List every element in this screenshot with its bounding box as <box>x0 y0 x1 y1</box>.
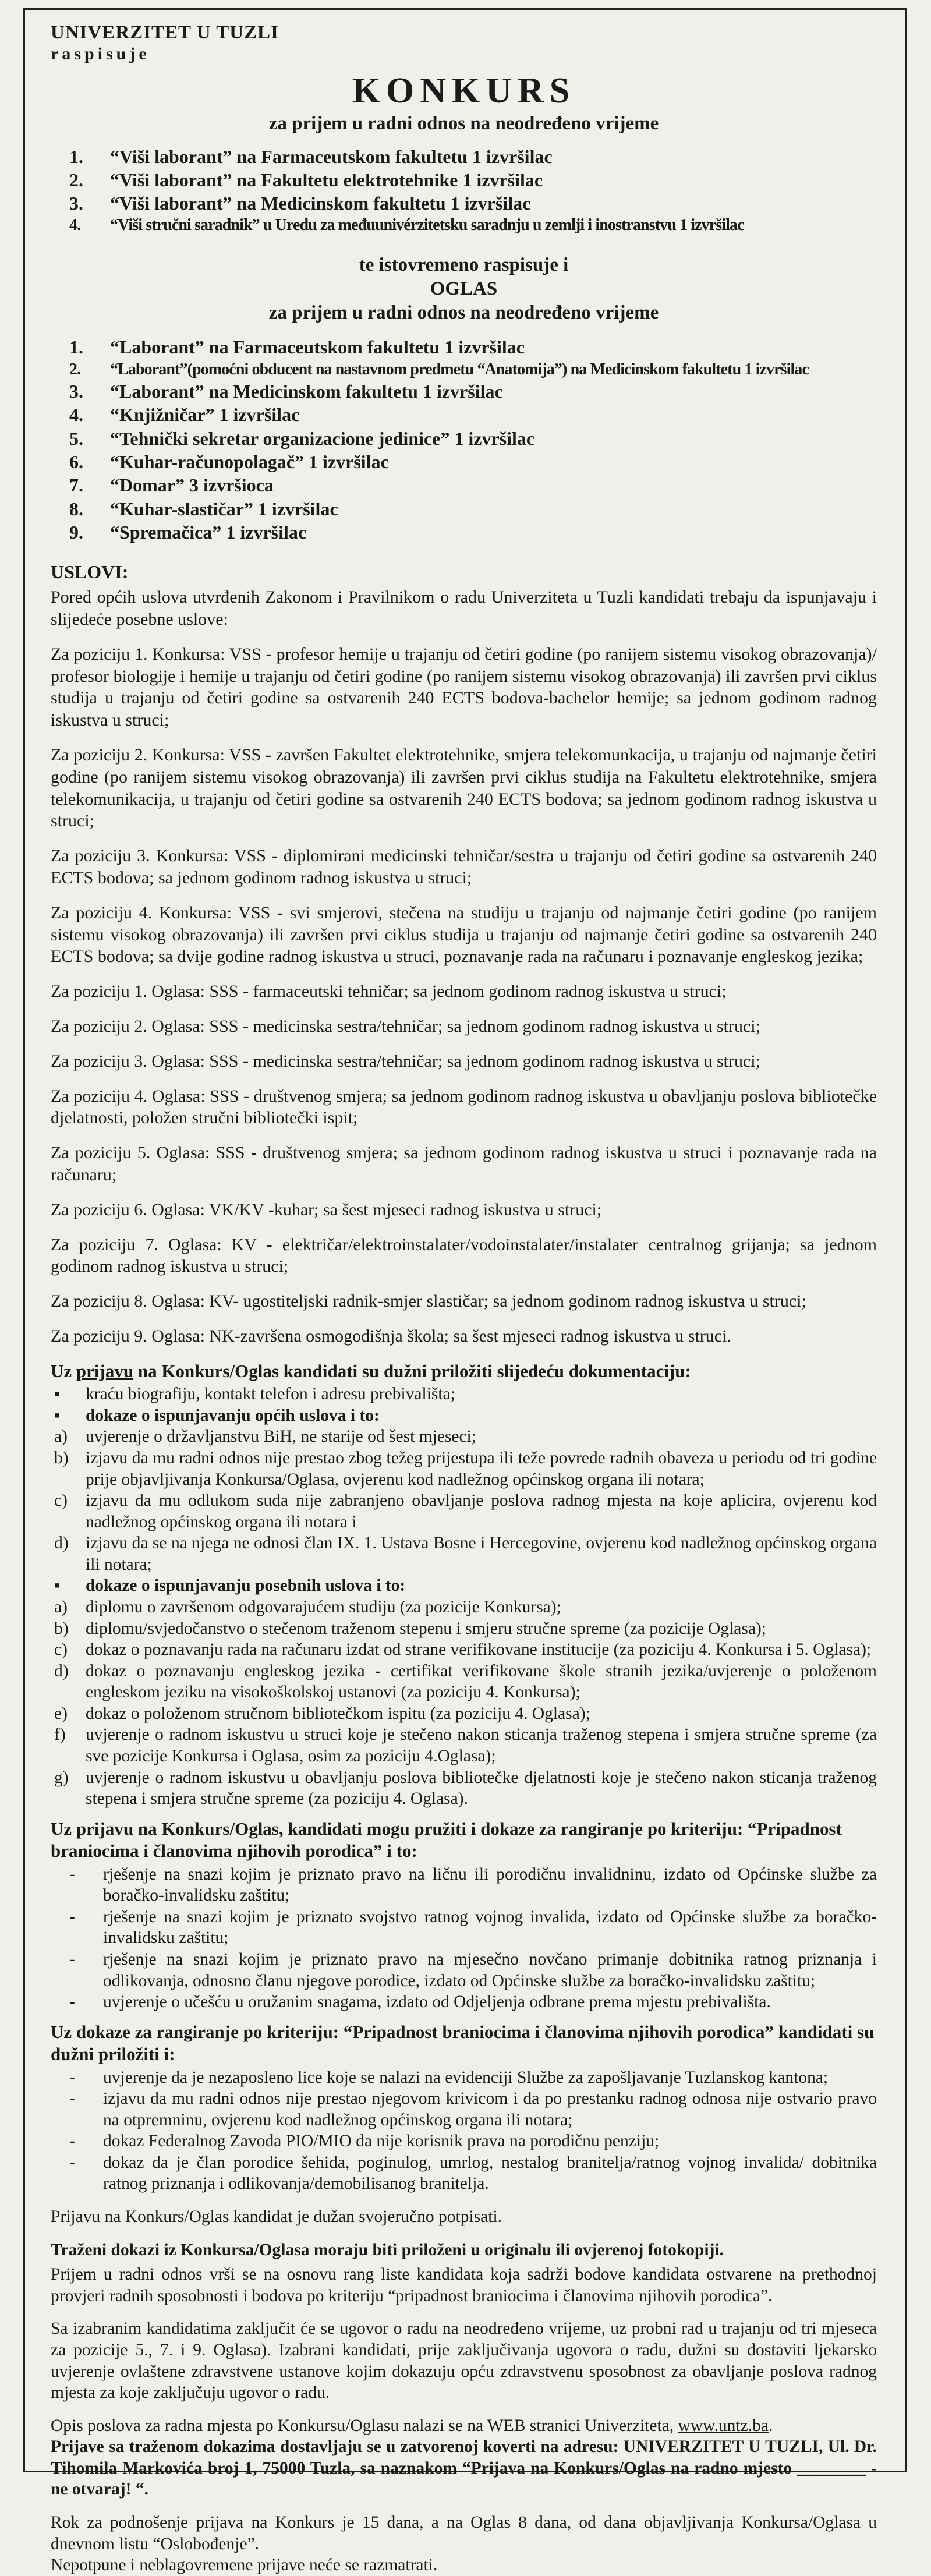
documents-heading-pre: Uz <box>51 1360 76 1381</box>
issuer-name: UNIVERZITET U TUZLI <box>51 22 279 43</box>
position-number: 1. <box>69 337 83 358</box>
position-text: “Laborant”(pomoćni obducent na nastavnom predmetu “Anatomija”) na Medicinskom fakultetu 1 izvršilac <box>110 360 809 378</box>
position-text: “Viši stručni saradnik” u Uredu za međuunivérzitetsku saradnju u zemlji i inostranstvu 1 izvršilac <box>110 216 744 235</box>
ranking-required-heading: Uz dokaze za rangiranje po kriteriju: “Pripadnost braniocima i članovima njihovih porodica” kandidati su dužni priložiti i: <box>51 2021 875 2065</box>
deadline-note: Rok za podnošenje prijava na Konkurs je 15 dana, a na Oglas 8 dana, od dana objavljivanja Konkursa/Oglasa u dnevnom listu “Oslobođenje”. <box>51 2513 877 2553</box>
ranking-required-item <box>51 2152 877 2195</box>
description-text: Opis poslova za radna mjesta po Konkursu/Oglasu nalazi se na WEB stranici Univerziteta, <box>51 2416 678 2435</box>
konkurs-positions-list <box>51 145 877 236</box>
condition-paragraph: Za poziciju 3. Konkursa: VSS - diplomirani medicinski tehničar/sestra u trajanju od četiri godine sa ostvarenih 240 ECTS bodova; sa jednom godinom radnog iskustva u struci; <box>51 846 877 888</box>
condition-paragraph: Za poziciju 7. Oglasa: KV - električar/elektroinstalater/vodoinstalater/instalater centralnog grijanja; sa jednom godinom radnog iskustva u struci; <box>51 1234 877 1276</box>
bullet-marker: ▪ <box>54 1576 61 1595</box>
ranking-item <box>51 1864 877 1906</box>
document-text: diplomu/svjedočanstvo o stečenom traženom stepenu i smjeru stručne spreme (za pozicije Oglasa); <box>86 1619 766 1638</box>
oglas-header <box>51 253 877 325</box>
document-text: dokaze o ispunjavanju općih uslova i to: <box>86 1406 380 1425</box>
ranking-text: rješenje na snazi kojim je priznato pravo na ličnu ili porodičnu invalidninu, izdato od Općinske službe za boračko-invalidsku zaštitu; <box>103 1864 877 1905</box>
oglas-position <box>69 335 877 359</box>
position-number: 1. <box>69 146 83 167</box>
oglas-position <box>69 450 877 473</box>
oglas-intro: te istovremeno raspisuje i <box>359 254 569 275</box>
position-text: “Tehnički sekretar organizacione jedinice” 1 izvršilac <box>110 427 535 449</box>
letter-marker: c) <box>54 1491 68 1510</box>
oglas-subtitle: za prijem u radni odnos na neodređeno vrijeme <box>268 302 659 324</box>
ranking-required-list <box>51 2067 877 2195</box>
announcement <box>26 22 905 2576</box>
position-number: 2. <box>69 360 81 378</box>
condition-paragraph: Za poziciju 6. Oglasa: VK/KV -kuhar; sa šest mjeseci radnog iskustva u struci; <box>51 1199 602 1219</box>
ranking-item <box>51 1991 877 2013</box>
letter-marker: d) <box>54 1661 69 1680</box>
position-text: “Kuhar-računopolagač” 1 izvršilac <box>110 451 389 472</box>
ranking-required-text: dokaz Federalnog Zavoda PIO/MIO da nije korisnik prava na porodičnu penziju; <box>103 2132 660 2151</box>
letter-marker: e) <box>54 1704 68 1723</box>
document-item <box>51 1448 877 1490</box>
condition-paragraph: Za poziciju 9. Oglasa: NK-završena osmogodišnja škola; sa šest mjeseci radnog iskustva u struci. <box>51 1326 731 1346</box>
document-item <box>51 1661 877 1703</box>
document-item <box>51 1639 877 1661</box>
document-item <box>51 1767 877 1810</box>
letter-marker: b) <box>54 1619 69 1638</box>
document-item <box>51 1618 877 1640</box>
konkurs-subtitle: za prijem u radni odnos na neodređeno vrijeme <box>268 112 659 134</box>
konkurs-position <box>69 145 877 168</box>
ranking-item <box>51 1949 877 1991</box>
oglas-position <box>69 380 877 403</box>
document-text: izjavu da mu radni odnos nije prestao zbog težeg prijestupa ili teže povrede radnih obaveza u periodu od tri godine prije objavljivanja Konkursa/Oglasa, ovjerenu kod nadležnog općinskog organa ili notara; <box>86 1448 877 1489</box>
oglas-position <box>69 403 877 426</box>
ranking-heading: Uz prijavu na Konkurs/Oglas, kandidati mogu pružiti i dokaze za rangiranje po kriteriju: “Pripadnost braniocima i članovima njihovih porodica” i to: <box>51 1818 842 1862</box>
dash-marker: - <box>69 2068 75 2087</box>
position-text: “Laborant” na Medicinskom fakultetu 1 izvršilac <box>110 381 503 402</box>
letter-marker: g) <box>54 1768 69 1787</box>
document-item <box>51 1703 877 1725</box>
document-text: uvjerenje o radnom iskustvu u struci koje je stečeno nakon sticanja traženog stepena i smjera stručne spreme (za sve pozicije Konkursa i Oglasa, osim za poziciju 4.Oglasa); <box>86 1725 877 1766</box>
position-number: 4. <box>69 404 83 426</box>
ranking-text: rješenje na snazi kojim je priznato pravo na mjesečno novčano primanje dobitnika ratnog priznanja i odlikovanja, odnosno članu njegove porodice, izdato od Općinske službe za boračko-invalidsku zaštitu; <box>103 1949 877 1990</box>
dash-marker: - <box>69 1907 75 1926</box>
position-text: “Knjižničar” 1 izvršilac <box>110 404 300 426</box>
oglas-title: OGLAS <box>430 278 498 299</box>
issuer-verb: raspisuje <box>51 44 150 63</box>
ranking-text: rješenje na snazi kojim je priznato svojstvo ratnog vojnog invalida, izdato od Općinske službe za boračko-invalidsku zaštitu; <box>103 1907 877 1948</box>
document-item <box>51 1426 877 1448</box>
letter-marker: a) <box>54 1427 68 1446</box>
ranking-required-item <box>51 2131 877 2152</box>
konkurs-position <box>69 215 877 235</box>
dash-marker: - <box>69 1993 75 2012</box>
oglas-position <box>69 359 877 380</box>
condition-paragraph: Za poziciju 3. Oglasa: SSS - medicinska sestra/tehničar; sa jednom godinom radnog iskustva u struci; <box>51 1051 760 1071</box>
konkurs-position <box>69 192 877 215</box>
description-end: . <box>768 2416 773 2435</box>
position-number: 9. <box>69 521 83 543</box>
document-text: izjavu da mu odlukom suda nije zabranjeno obavljanje poslova radnog mjesta na koje aplicira, ovjerenu kod nadležnog općinskog organa ili notara i <box>86 1491 877 1531</box>
dash-marker: - <box>69 2089 75 2108</box>
bullet-marker: ▪ <box>54 1406 61 1425</box>
document-text: diplomu o završenom odgovarajućem studiju (za pozicije Konkursa); <box>86 1597 561 1616</box>
dash-marker: - <box>69 1864 75 1884</box>
oglas-position <box>69 427 877 450</box>
description-note <box>51 2415 877 2437</box>
position-text: “Kuhar-slastičar” 1 izvršilac <box>110 498 338 519</box>
conditions-section <box>51 586 877 1347</box>
issuer-block <box>51 22 877 64</box>
oglas-position <box>69 521 877 544</box>
document-item <box>51 1724 877 1767</box>
position-number: 3. <box>69 193 83 214</box>
submission-note: Prijave sa traženom dokazima dostavljaju se u zatvorenoj koverti na adresu: UNIVERZITET U TUZLI, Ul. Dr. Tihomila Markovića broj 1, 75000 Tuzla, sa naznakom “Prijava na Konkurs/Oglas na radno mjesto ________ - ne otvaraj! “. <box>51 2437 877 2499</box>
ranking-list <box>51 1864 877 2013</box>
documents-list <box>51 1383 877 1810</box>
condition-paragraph: Za poziciju 2. Konkursa: VSS - završen Fakultet elektrotehnike, smjera telekomunkacija, u trajanju od najmanje četiri godine (po ranijem sistemu visokog obrazovanja) ili završen prvi ciklus studija na Fakultetu elektrotehnike, smjera telekomunikacija, u trajanju od četiri godine sa ostvarenih 240 ECTS bodova; sa jednom godinom radnog iskustva u struci; <box>51 745 877 831</box>
documents-heading-post: na Konkurs/Oglas kandidati su dužni priložiti slijedeću dokumentaciju: <box>133 1360 691 1381</box>
position-text: “Domar” 3 izvršioca <box>110 475 274 496</box>
originals-note: Traženi dokazi iz Konkursa/Oglasa moraju biti priloženi u originalu ili ovjerenoj fotokopiji. <box>51 2240 724 2259</box>
signature-note: Prijavu na Konkurs/Oglas kandidat je dužan svojeručno potpisati. <box>51 2207 502 2227</box>
letter-marker: a) <box>54 1597 68 1616</box>
position-text: “Laborant” na Farmaceutskom fakultetu 1 izvršilac <box>110 337 525 358</box>
document-text: uvjerenje o državljanstvu BiH, ne starije od šest mjeseci; <box>86 1427 476 1446</box>
condition-paragraph: Za poziciju 1. Oglasa: SSS - farmaceutski tehničar; sa jednom godinom radnog iskustva u struci; <box>51 982 727 1002</box>
letter-marker: b) <box>54 1448 69 1467</box>
position-number: 3. <box>69 381 83 402</box>
website-link[interactable]: www.untz.ba <box>678 2416 769 2435</box>
document-item <box>51 1597 877 1618</box>
document-item <box>51 1575 877 1597</box>
document-item <box>51 1405 877 1427</box>
dash-marker: - <box>69 1949 75 1969</box>
contract-note: Sa izabranim kandidatima zaključit će se ugovor o radu na neodređeno vrijeme, uz probni rad u trajanju od tri mjeseca za pozicije 5., 7. i 9. Oglasa). Izabrani kandidati, prije zaključivanja ugovora o radu, dužni su dostaviti ljekarsko uvjerenje ovlaštene zdravstvene ustanove kojim dokazuju opću zdravstvenu sposobnost za obavljanje poslova radnog mjesta za koje zaključuju ugovor o radu. <box>51 2319 877 2402</box>
position-text: “Viši laborant” na Farmaceutskom fakultetu 1 izvršilac <box>110 146 553 167</box>
ranking-required-item <box>51 2088 877 2131</box>
condition-paragraph: Za poziciju 4. Oglasa: SSS - društvenog smjera; sa jednom godinom radnog iskustva u obavljanju poslova bibliotečke djelatnosti, položen stručni bibliotečki ispit; <box>51 1086 877 1128</box>
position-text: “Spremačica” 1 izvršilac <box>110 521 307 543</box>
document-text: dokaz o položenom stručnom bibliotečkom ispitu (za poziciju 4. Oglasa); <box>86 1704 590 1723</box>
document-text: dokaze o ispunjavanju posebnih uslova i to: <box>86 1576 406 1595</box>
incomplete-note: Nepotpune i neblagovremene prijave neće se razmatrati. <box>51 2556 438 2575</box>
condition-paragraph: Za poziciju 4. Konkursa: VSS - svi smjerovi, stečena na studiju u trajanju od najmanje četiri godine (po ranijem sistemu visokog obrazovanja) ili završen prvi ciklus studija u trajanju od najmanje četiri godine sa ostvarenih 240 ECTS bodova; sa dvije godine radnog iskustva u struci, poznavanje rada na računaru i poznavanje engleskog jezika; <box>51 903 877 967</box>
dash-marker: - <box>69 2132 75 2151</box>
oglas-position <box>69 473 877 497</box>
letter-marker: f) <box>54 1725 66 1745</box>
documents-heading <box>51 1360 877 1382</box>
conditions-heading: USLOVI: <box>51 561 129 583</box>
konkurs-position <box>69 168 877 192</box>
document-item <box>51 1383 877 1405</box>
condition-paragraph: Za poziciju 2. Oglasa: SSS - medicinska sestra/tehničar; sa jednom godinom radnog iskustva u struci; <box>51 1017 760 1036</box>
position-number: 6. <box>69 451 83 472</box>
ranking-required-text: dokaz da je član porodice šehida, poginulog, umrlog, nestalog branitelja/ratnog vojnog invalida/ dobitnika ratnog priznanja i odlikovanja/demobilisanog branitelja. <box>103 2153 877 2193</box>
document-text: dokaz o poznavanju engleskog jezika - certifikat verifikovane škole stranih jezika/uvjerenje o položenom engleskom jeziku na visokoškolskoj ustanovi (za poziciju 4. Konkursa); <box>86 1661 877 1702</box>
position-number: 8. <box>69 498 83 519</box>
oglas-position <box>69 497 877 521</box>
position-number: 5. <box>69 427 83 449</box>
condition-paragraph: Za poziciju 1. Konkursa: VSS - profesor hemije u trajanju od četiri godine (po ranijem sistemu visokog obrazovanja)/ profesor biologije i hemije u trajanju od četiri godine (po ranijem sistemu visokog obrazovanja) ili završen prvi ciklus studija u trajanju od četiri godine sa ostvarenih 240 ECTS bodova-bachelor hemije; sa jednom godinom radnog iskustva u struci; <box>51 644 877 730</box>
position-number: 2. <box>69 169 83 190</box>
position-text: “Viši laborant” na Fakultetu elektrotehnike 1 izvršilac <box>110 169 543 190</box>
ranking-required-text: uvjerenje da je nezaposleno lice koje se nalazi na evidenciji Službe za zapošljavanje Tuzlanskog kantona; <box>103 2068 829 2087</box>
ranking-item <box>51 1906 877 1949</box>
document-item <box>51 1490 877 1533</box>
ranking-text: uvjerenje o učešću u oružanim snagama, izdato od Odjeljenja odbrane prema mjestu prebivališta. <box>103 1993 771 2012</box>
ranking-required-text: izjavu da mu radni odnos nije prestao njegovom krivicom i da po prestanku radnog odnosa nije ostvario pravo na otpremninu, ovjerenu kod nadležnog općinskog organa ili notara; <box>103 2089 877 2129</box>
position-text: “Viši laborant” na Medicinskom fakultetu 1 izvršilac <box>110 193 531 214</box>
position-number: 7. <box>69 475 83 496</box>
position-number: 4. <box>69 216 81 235</box>
document-text: dokaz o poznavanju rada na računaru izdat od strane verifikovane institucije (za poziciju 4. Konkursa i 5. Oglasa); <box>86 1640 872 1659</box>
document-text: kraću biografiju, kontakt telefon i adresu prebivališta; <box>86 1385 455 1404</box>
oglas-positions-list <box>51 335 877 544</box>
document-text: izjavu da se na njega ne odnosi član IX. 1. Ustava Bosne i Hercegovine, ovjerenu kod nadležnog općinskog organa ili notara; <box>86 1534 877 1574</box>
letter-marker: d) <box>54 1534 69 1553</box>
conditions-intro: Pored općih uslova utvrđenih Zakonom i Pravilnikom o radu Univerziteta u Tuzli kandidati trebaju da ispunjavaju i slijedeće posebne uslove: <box>51 588 877 629</box>
condition-paragraph: Za poziciju 8. Oglasa: KV- ugostiteljski radnik-smjer slastičar; sa jednom godinom radnog iskustva u struci; <box>51 1291 806 1311</box>
letter-marker: c) <box>54 1640 68 1659</box>
bullet-marker: ▪ <box>54 1385 61 1404</box>
condition-paragraph: Za poziciju 5. Oglasa: SSS - društvenog smjera; sa jednom godinom radnog iskustva u struci i poznavanje rada na računaru; <box>51 1143 877 1184</box>
dash-marker: - <box>69 2153 75 2172</box>
selection-note: Prijem u radni odnos vrši se na osnovu rang liste kandidata koja sadrži bodove kandidata ostvarene na prethodnoj provjeri radnih sposobnosti i bodova po kriteriju “pripadnost braniocima i članovima njihovih porodica”. <box>51 2265 877 2305</box>
title-konkurs: KONKURS <box>352 71 576 111</box>
document-text: uvjerenje o radnom iskustvu u obavljanju poslova bibliotečke djelatnosti koje je stečeno nakon sticanja traženog stepena i smjera stručne spreme (za poziciju 4. Oglasa). <box>86 1768 877 1809</box>
document-item <box>51 1533 877 1575</box>
documents-heading-underlined: prijavu <box>76 1360 134 1381</box>
ranking-required-item <box>51 2067 877 2089</box>
